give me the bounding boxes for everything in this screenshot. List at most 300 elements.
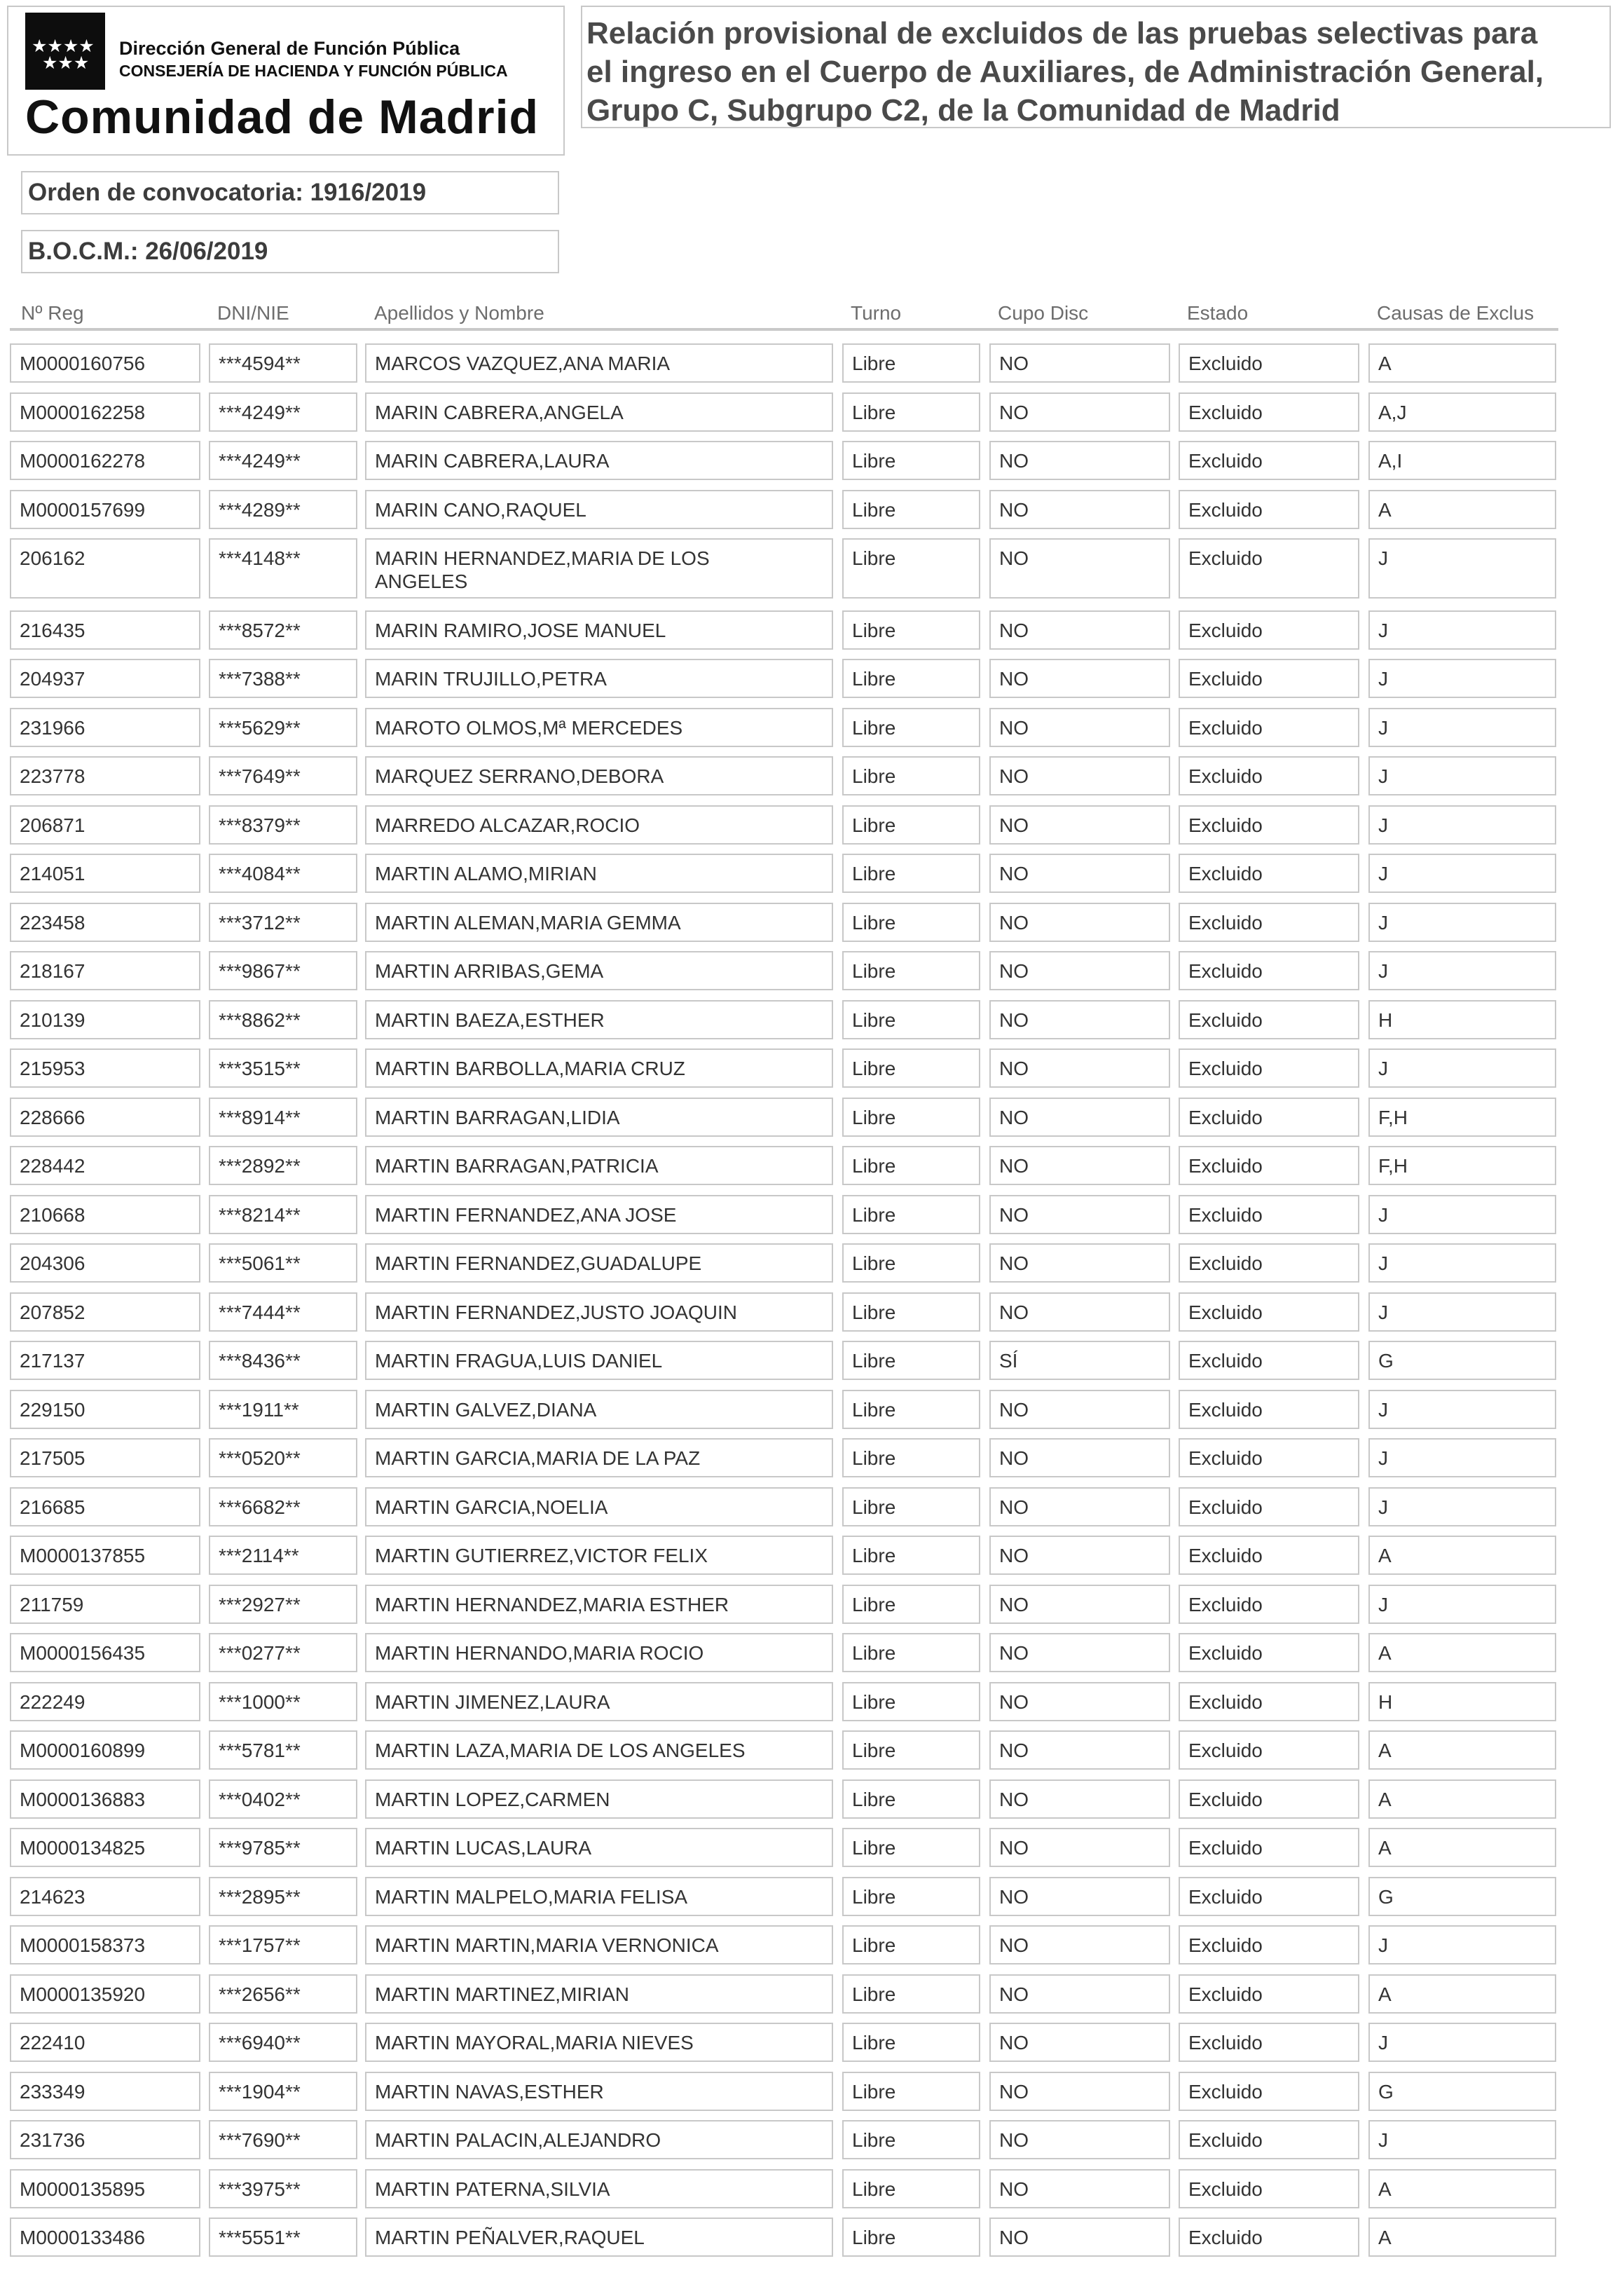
cell-dni: ***8914**: [209, 1098, 357, 1137]
orden-convocatoria: Orden de convocatoria: 1916/2019: [21, 171, 559, 214]
cell-estado: Excluido: [1179, 490, 1359, 529]
cell-name: MARTIN BAEZA,ESTHER: [365, 1000, 833, 1039]
cell-name: MARTIN FERNANDEZ,ANA JOSE: [365, 1195, 833, 1234]
cell-cupo: NO: [989, 2072, 1170, 2111]
cell-estado: Excluido: [1179, 903, 1359, 942]
cell-reg: 223458: [10, 903, 200, 942]
cell-dni: ***5781**: [209, 1730, 357, 1770]
table-row: [0, 1438, 1620, 1477]
cell-dni: ***2656**: [209, 1974, 357, 2014]
table-row: [0, 1925, 1620, 1964]
cell-turno: Libre: [842, 2072, 980, 2111]
cell-reg: 206871: [10, 805, 200, 845]
cell-dni: ***3975**: [209, 2169, 357, 2208]
cell-causas: J: [1368, 2120, 1556, 2159]
cell-turno: Libre: [842, 805, 980, 845]
cell-turno: Libre: [842, 1146, 980, 1185]
cell-reg: 217137: [10, 1341, 200, 1380]
direccion-general: Dirección General de Función Pública: [119, 38, 460, 59]
table-row: [0, 1536, 1620, 1575]
cell-reg: 228666: [10, 1098, 200, 1137]
table-row: [0, 1779, 1620, 1819]
cell-dni: ***8572**: [209, 610, 357, 650]
name-line: ANGELES: [375, 570, 468, 592]
cell-causas: J: [1368, 1048, 1556, 1088]
table-row: [0, 1000, 1620, 1039]
cell-dni: ***9867**: [209, 951, 357, 990]
cell-causas: A: [1368, 490, 1556, 529]
cell-cupo: NO: [989, 1730, 1170, 1770]
table-row: [0, 1341, 1620, 1380]
cell-turno: Libre: [842, 951, 980, 990]
cell-causas: A: [1368, 1730, 1556, 1770]
cell-cupo: NO: [989, 1682, 1170, 1721]
cell-estado: Excluido: [1179, 854, 1359, 893]
table-row: [0, 1292, 1620, 1332]
cell-cupo: NO: [989, 1585, 1170, 1624]
cell-cupo: NO: [989, 1195, 1170, 1234]
table-row: [0, 343, 1620, 383]
cell-estado: Excluido: [1179, 610, 1359, 650]
cell-reg: 214623: [10, 1877, 200, 1916]
cell-turno: Libre: [842, 538, 980, 599]
cell-turno: Libre: [842, 2169, 980, 2208]
cell-name: MARTIN PATERNA,SILVIA: [365, 2169, 833, 2208]
cell-cupo: NO: [989, 1438, 1170, 1477]
cell-turno: Libre: [842, 1390, 980, 1429]
cell-reg: M0000157699: [10, 490, 200, 529]
table-row: [0, 854, 1620, 893]
cell-dni: ***0520**: [209, 1438, 357, 1477]
cell-cupo: NO: [989, 1098, 1170, 1137]
column-header-causas: Causas de Exclus: [1377, 302, 1535, 324]
cell-estado: Excluido: [1179, 1098, 1359, 1137]
cell-turno: Libre: [842, 1974, 980, 2014]
cell-reg: 206162: [10, 538, 200, 599]
table-row: [0, 1195, 1620, 1234]
cell-turno: Libre: [842, 392, 980, 432]
cell-estado: Excluido: [1179, 2072, 1359, 2111]
cell-cupo: NO: [989, 343, 1170, 383]
table-row: [0, 490, 1620, 529]
cell-name: MARTIN PEÑALVER,RAQUEL: [365, 2218, 833, 2257]
column-header-reg: Nº Reg: [21, 302, 84, 324]
cell-estado: Excluido: [1179, 392, 1359, 432]
cell-turno: Libre: [842, 1341, 980, 1380]
cell-name: MARTIN FERNANDEZ,GUADALUPE: [365, 1243, 833, 1283]
cell-estado: Excluido: [1179, 1000, 1359, 1039]
cell-reg: 214051: [10, 854, 200, 893]
cell-reg: 231966: [10, 708, 200, 747]
cell-estado: Excluido: [1179, 1730, 1359, 1770]
table-row: [0, 2218, 1620, 2257]
title-line: el ingreso en el Cuerpo de Auxiliares, de Administración General,: [586, 55, 1544, 89]
cell-reg: 223778: [10, 756, 200, 795]
cell-causas: A: [1368, 2218, 1556, 2257]
cell-cupo: NO: [989, 708, 1170, 747]
cell-dni: ***8436**: [209, 1341, 357, 1380]
cell-dni: ***4084**: [209, 854, 357, 893]
cell-reg: 210139: [10, 1000, 200, 1039]
cell-causas: J: [1368, 2023, 1556, 2062]
cell-estado: Excluido: [1179, 659, 1359, 698]
cell-reg: M0000162278: [10, 441, 200, 480]
cell-dni: ***1757**: [209, 1925, 357, 1964]
cell-turno: Libre: [842, 1633, 980, 1672]
cell-turno: Libre: [842, 441, 980, 480]
cell-causas: J: [1368, 708, 1556, 747]
cell-reg: M0000158373: [10, 1925, 200, 1964]
cell-cupo: NO: [989, 1633, 1170, 1672]
cell-name: MARTIN ALAMO,MIRIAN: [365, 854, 833, 893]
cell-reg: 218167: [10, 951, 200, 990]
cell-turno: Libre: [842, 1925, 980, 1964]
cell-cupo: NO: [989, 1146, 1170, 1185]
cell-cupo: NO: [989, 2218, 1170, 2257]
cell-causas: A: [1368, 1779, 1556, 1819]
cell-dni: ***0277**: [209, 1633, 357, 1672]
cell-estado: Excluido: [1179, 1682, 1359, 1721]
cell-estado: Excluido: [1179, 805, 1359, 845]
cell-cupo: NO: [989, 903, 1170, 942]
cell-reg: 207852: [10, 1292, 200, 1332]
cell-cupo: NO: [989, 1536, 1170, 1575]
cell-turno: Libre: [842, 2120, 980, 2159]
column-header-estado: Estado: [1187, 302, 1249, 324]
cell-dni: ***3712**: [209, 903, 357, 942]
cell-estado: Excluido: [1179, 1146, 1359, 1185]
cell-turno: Libre: [842, 2023, 980, 2062]
table-row: [0, 1828, 1620, 1867]
table-row: [0, 1048, 1620, 1088]
cell-name: MAROTO OLMOS,Mª MERCEDES: [365, 708, 833, 747]
cell-name: MARTIN HERNANDO,MARIA ROCIO: [365, 1633, 833, 1672]
cell-dni: ***2892**: [209, 1146, 357, 1185]
cell-causas: G: [1368, 2072, 1556, 2111]
cell-cupo: NO: [989, 1877, 1170, 1916]
cell-name: MARTIN MALPELO,MARIA FELISA: [365, 1877, 833, 1916]
table-row: [0, 1585, 1620, 1624]
table-row: [0, 441, 1620, 480]
cell-causas: J: [1368, 659, 1556, 698]
cell-causas: J: [1368, 1195, 1556, 1234]
cell-turno: Libre: [842, 659, 980, 698]
cell-cupo: NO: [989, 1828, 1170, 1867]
cell-dni: ***6682**: [209, 1487, 357, 1526]
cell-estado: Excluido: [1179, 1487, 1359, 1526]
cell-estado: Excluido: [1179, 1633, 1359, 1672]
cell-reg: 211759: [10, 1585, 200, 1624]
cell-causas: J: [1368, 903, 1556, 942]
cell-name: MARTIN LOPEZ,CARMEN: [365, 1779, 833, 1819]
cell-name: MARTIN FRAGUA,LUIS DANIEL: [365, 1341, 833, 1380]
table-row: [0, 1487, 1620, 1526]
cell-cupo: NO: [989, 1487, 1170, 1526]
cell-name: MARIN CANO,RAQUEL: [365, 490, 833, 529]
cell-name: MARTIN ALEMAN,MARIA GEMMA: [365, 903, 833, 942]
cell-causas: H: [1368, 1000, 1556, 1039]
cell-estado: Excluido: [1179, 1292, 1359, 1332]
table-row: [0, 538, 1620, 599]
cell-causas: J: [1368, 1243, 1556, 1283]
cell-cupo: NO: [989, 2120, 1170, 2159]
cell-estado: Excluido: [1179, 951, 1359, 990]
cell-dni: ***9785**: [209, 1828, 357, 1867]
cell-name: MARTIN GUTIERREZ,VICTOR FELIX: [365, 1536, 833, 1575]
cell-causas: F,H: [1368, 1098, 1556, 1137]
cell-cupo: NO: [989, 805, 1170, 845]
cell-causas: J: [1368, 854, 1556, 893]
cell-dni: ***2895**: [209, 1877, 357, 1916]
cell-turno: Libre: [842, 708, 980, 747]
cell-causas: J: [1368, 610, 1556, 650]
table-row: [0, 1146, 1620, 1185]
cell-name: MARTIN MARTIN,MARIA VERNONICA: [365, 1925, 833, 1964]
table-row: [0, 708, 1620, 747]
cell-dni: ***5061**: [209, 1243, 357, 1283]
cell-estado: Excluido: [1179, 1536, 1359, 1575]
cell-estado: Excluido: [1179, 1974, 1359, 2014]
cell-dni: ***1000**: [209, 1682, 357, 1721]
cell-turno: Libre: [842, 903, 980, 942]
logo-block: [7, 6, 565, 156]
cell-dni: ***4594**: [209, 343, 357, 383]
cell-estado: Excluido: [1179, 2120, 1359, 2159]
cell-dni: ***5551**: [209, 2218, 357, 2257]
column-header-turno: Turno: [851, 302, 902, 324]
cell-dni: ***5629**: [209, 708, 357, 747]
cell-dni: ***8379**: [209, 805, 357, 845]
cell-cupo: NO: [989, 659, 1170, 698]
page-title: [581, 6, 1611, 128]
cell-name: MARTIN MAYORAL,MARIA NIEVES: [365, 2023, 833, 2062]
cell-dni: ***1911**: [209, 1390, 357, 1429]
cell-name: MARCOS VAZQUEZ,ANA MARIA: [365, 343, 833, 383]
cell-causas: J: [1368, 1390, 1556, 1429]
cell-name: MARTIN GARCIA,MARIA DE LA PAZ: [365, 1438, 833, 1477]
cell-reg: 222410: [10, 2023, 200, 2062]
cell-causas: A,I: [1368, 441, 1556, 480]
cell-causas: A: [1368, 1974, 1556, 2014]
cell-turno: Libre: [842, 1438, 980, 1477]
cell-cupo: NO: [989, 1243, 1170, 1283]
cell-causas: F,H: [1368, 1146, 1556, 1185]
cell-reg: 216685: [10, 1487, 200, 1526]
cell-turno: Libre: [842, 1730, 980, 1770]
cell-reg: 231736: [10, 2120, 200, 2159]
cell-causas: A: [1368, 2169, 1556, 2208]
cell-name: MARTIN HERNANDEZ,MARIA ESTHER: [365, 1585, 833, 1624]
cell-causas: J: [1368, 1487, 1556, 1526]
table-row: [0, 392, 1620, 432]
cell-reg: 204306: [10, 1243, 200, 1283]
cell-name: MARTIN FERNANDEZ,JUSTO JOAQUIN: [365, 1292, 833, 1332]
cell-causas: G: [1368, 1341, 1556, 1380]
cell-reg: M0000160756: [10, 343, 200, 383]
cell-causas: J: [1368, 1292, 1556, 1332]
cell-turno: Libre: [842, 1195, 980, 1234]
cell-cupo: NO: [989, 392, 1170, 432]
cell-dni: ***7388**: [209, 659, 357, 698]
cell-name: MARIN CABRERA,ANGELA: [365, 392, 833, 432]
cell-dni: ***4148**: [209, 538, 357, 599]
title-line: Grupo C, Subgrupo C2, de la Comunidad de Madrid: [586, 93, 1340, 128]
cell-causas: J: [1368, 538, 1556, 599]
cell-estado: Excluido: [1179, 1828, 1359, 1867]
cell-cupo: NO: [989, 1000, 1170, 1039]
cell-name: MARIN TRUJILLO,PETRA: [365, 659, 833, 698]
cell-estado: Excluido: [1179, 2023, 1359, 2062]
cell-cupo: NO: [989, 1390, 1170, 1429]
cell-reg: 228442: [10, 1146, 200, 1185]
cell-turno: Libre: [842, 610, 980, 650]
cell-estado: Excluido: [1179, 1341, 1359, 1380]
bocm-date: B.O.C.M.: 26/06/2019: [21, 230, 559, 273]
cell-cupo: NO: [989, 1974, 1170, 2014]
cell-turno: Libre: [842, 1877, 980, 1916]
cell-name: MARREDO ALCAZAR,ROCIO: [365, 805, 833, 845]
table-row: [0, 951, 1620, 990]
header-divider: [10, 328, 1558, 331]
cell-causas: H: [1368, 1682, 1556, 1721]
cell-turno: Libre: [842, 490, 980, 529]
cell-name: [365, 538, 833, 599]
column-header-cupo: Cupo Disc: [998, 302, 1089, 324]
cell-causas: A: [1368, 1536, 1556, 1575]
table-row: [0, 1243, 1620, 1283]
cell-causas: A: [1368, 1633, 1556, 1672]
cell-causas: J: [1368, 805, 1556, 845]
cell-reg: 216435: [10, 610, 200, 650]
table-row: [0, 2120, 1620, 2159]
cell-estado: Excluido: [1179, 756, 1359, 795]
madrid-flag-icon: ★★★★ ★★★: [25, 13, 105, 90]
cell-estado: Excluido: [1179, 2169, 1359, 2208]
cell-name: MARTIN LAZA,MARIA DE LOS ANGELES: [365, 1730, 833, 1770]
cell-dni: ***6940**: [209, 2023, 357, 2062]
cell-dni: ***0402**: [209, 1779, 357, 1819]
cell-estado: Excluido: [1179, 1438, 1359, 1477]
cell-causas: J: [1368, 1438, 1556, 1477]
table-row: [0, 2023, 1620, 2062]
cell-dni: ***8862**: [209, 1000, 357, 1039]
cell-dni: ***4249**: [209, 392, 357, 432]
cell-causas: J: [1368, 1925, 1556, 1964]
cell-dni: ***4249**: [209, 441, 357, 480]
cell-name: MARIN RAMIRO,JOSE MANUEL: [365, 610, 833, 650]
table-row: [0, 1682, 1620, 1721]
cell-cupo: NO: [989, 951, 1170, 990]
table-row: [0, 610, 1620, 650]
cell-dni: ***4289**: [209, 490, 357, 529]
cell-reg: 233349: [10, 2072, 200, 2111]
comunidad-de-madrid: Comunidad de Madrid: [25, 90, 539, 144]
cell-turno: Libre: [842, 343, 980, 383]
cell-cupo: NO: [989, 1292, 1170, 1332]
cell-turno: Libre: [842, 1585, 980, 1624]
cell-dni: ***2927**: [209, 1585, 357, 1624]
table-row: [0, 1633, 1620, 1672]
table-row: [0, 1098, 1620, 1137]
table-row: [0, 659, 1620, 698]
cell-cupo: NO: [989, 1925, 1170, 1964]
cell-causas: A,J: [1368, 392, 1556, 432]
cell-dni: ***7444**: [209, 1292, 357, 1332]
cell-reg: 222249: [10, 1682, 200, 1721]
cell-reg: M0000134825: [10, 1828, 200, 1867]
cell-reg: M0000156435: [10, 1633, 200, 1672]
cell-causas: J: [1368, 756, 1556, 795]
cell-reg: 215953: [10, 1048, 200, 1088]
cell-dni: ***7649**: [209, 756, 357, 795]
cell-estado: Excluido: [1179, 708, 1359, 747]
cell-turno: Libre: [842, 756, 980, 795]
consejeria: CONSEJERÍA DE HACIENDA Y FUNCIÓN PÚBLICA: [119, 62, 508, 80]
table-row: [0, 1730, 1620, 1770]
cell-name: MARTIN GARCIA,NOELIA: [365, 1487, 833, 1526]
cell-causas: G: [1368, 1877, 1556, 1916]
cell-turno: Libre: [842, 1828, 980, 1867]
cell-estado: Excluido: [1179, 1925, 1359, 1964]
table-row: [0, 903, 1620, 942]
cell-estado: Excluido: [1179, 343, 1359, 383]
cell-turno: Libre: [842, 1048, 980, 1088]
cell-dni: ***3515**: [209, 1048, 357, 1088]
cell-estado: Excluido: [1179, 2218, 1359, 2257]
cell-estado: Excluido: [1179, 1585, 1359, 1624]
cell-name: MARTIN GALVEZ,DIANA: [365, 1390, 833, 1429]
cell-name: MARTIN BARRAGAN,LIDIA: [365, 1098, 833, 1137]
table-row: [0, 1390, 1620, 1429]
cell-dni: ***7690**: [209, 2120, 357, 2159]
cell-cupo: NO: [989, 441, 1170, 480]
cell-name: MARTIN LUCAS,LAURA: [365, 1828, 833, 1867]
cell-reg: 210668: [10, 1195, 200, 1234]
cell-cupo: NO: [989, 756, 1170, 795]
cell-estado: Excluido: [1179, 1195, 1359, 1234]
cell-cupo: NO: [989, 2169, 1170, 2208]
cell-cupo: NO: [989, 1779, 1170, 1819]
cell-reg: M0000160899: [10, 1730, 200, 1770]
cell-turno: Libre: [842, 2218, 980, 2257]
cell-turno: Libre: [842, 1487, 980, 1526]
cell-estado: Excluido: [1179, 1243, 1359, 1283]
cell-causas: A: [1368, 343, 1556, 383]
cell-reg: 217505: [10, 1438, 200, 1477]
cell-name: MARTIN JIMENEZ,LAURA: [365, 1682, 833, 1721]
table-row: [0, 1974, 1620, 2014]
cell-estado: Excluido: [1179, 1048, 1359, 1088]
cell-name: MARTIN PALACIN,ALEJANDRO: [365, 2120, 833, 2159]
cell-cupo: NO: [989, 1048, 1170, 1088]
cell-reg: M0000133486: [10, 2218, 200, 2257]
cell-cupo: SÍ: [989, 1341, 1170, 1380]
cell-reg: 204937: [10, 659, 200, 698]
cell-estado: Excluido: [1179, 538, 1359, 599]
table-row: [0, 2169, 1620, 2208]
cell-causas: A: [1368, 1828, 1556, 1867]
cell-turno: Libre: [842, 1243, 980, 1283]
cell-name: MARTIN BARRAGAN,PATRICIA: [365, 1146, 833, 1185]
cell-name: MARIN CABRERA,LAURA: [365, 441, 833, 480]
table-row: [0, 2072, 1620, 2111]
cell-turno: Libre: [842, 854, 980, 893]
cell-turno: Libre: [842, 1292, 980, 1332]
cell-name: MARTIN BARBOLLA,MARIA CRUZ: [365, 1048, 833, 1088]
cell-dni: ***1904**: [209, 2072, 357, 2111]
cell-reg: 229150: [10, 1390, 200, 1429]
cell-cupo: NO: [989, 490, 1170, 529]
